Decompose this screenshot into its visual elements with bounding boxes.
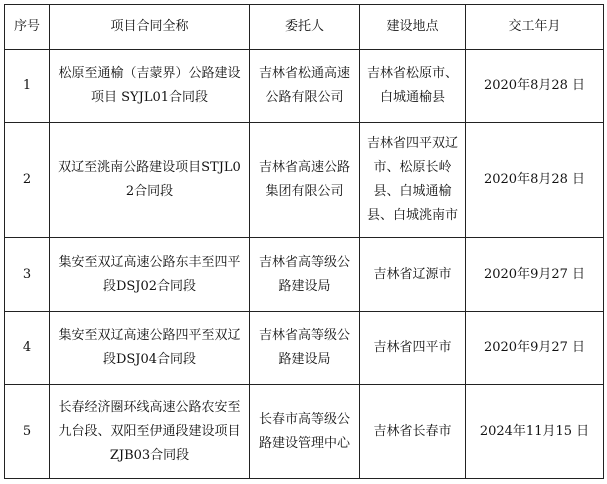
header-project-name: 项目合同全称 xyxy=(50,5,250,50)
cell-completion-date: 2020年8月28 日 xyxy=(466,123,604,238)
cell-no: 1 xyxy=(5,50,50,123)
cell-no: 2 xyxy=(5,123,50,238)
header-completion-date: 交工年月 xyxy=(466,5,604,50)
cell-client: 吉林省松通高速公路有限公司 xyxy=(250,50,360,123)
header-client: 委托人 xyxy=(250,5,360,50)
cell-client: 吉林省高速公路集团有限公司 xyxy=(250,123,360,238)
cell-project-name: 集安至双辽高速公路东丰至四平段DSJ02合同段 xyxy=(50,238,250,312)
table-row xyxy=(5,385,604,479)
cell-location: 吉林省长春市 xyxy=(360,385,466,479)
project-table xyxy=(4,4,604,479)
table-header xyxy=(5,5,604,50)
header-row xyxy=(5,5,604,50)
table-row xyxy=(5,312,604,385)
cell-client: 长春市高等级公路建设管理中心 xyxy=(250,385,360,479)
cell-no: 3 xyxy=(5,238,50,312)
cell-location: 吉林省松原市、白城通榆县 xyxy=(360,50,466,123)
cell-completion-date: 2020年9月27 日 xyxy=(466,312,604,385)
cell-no: 4 xyxy=(5,312,50,385)
cell-no: 5 xyxy=(5,385,50,479)
cell-project-name: 松原至通榆（吉蒙界）公路建设项目 SYJL01合同段 xyxy=(50,50,250,123)
cell-client: 吉林省高等级公路建设局 xyxy=(250,312,360,385)
cell-client: 吉林省高等级公路建设局 xyxy=(250,238,360,312)
header-no: 序号 xyxy=(5,5,50,50)
cell-project-name: 长春经济圈环线高速公路农安至九台段、双阳至伊通段建设项目ZJB03合同段 xyxy=(50,385,250,479)
cell-project-name: 双辽至洮南公路建设项目STJL02合同段 xyxy=(50,123,250,238)
cell-completion-date: 2020年8月28 日 xyxy=(466,50,604,123)
cell-location: 吉林省辽源市 xyxy=(360,238,466,312)
cell-completion-date: 2024年11月15 日 xyxy=(466,385,604,479)
table-row xyxy=(5,123,604,238)
table-body xyxy=(5,50,604,479)
cell-location: 吉林省四平市 xyxy=(360,312,466,385)
table-row xyxy=(5,238,604,312)
header-location: 建设地点 xyxy=(360,5,466,50)
cell-project-name: 集安至双辽高速公路四平至双辽段DSJ04合同段 xyxy=(50,312,250,385)
table-row xyxy=(5,50,604,123)
cell-completion-date: 2020年9月27 日 xyxy=(466,238,604,312)
cell-location: 吉林省四平双辽市、松原长岭县、白城通榆县、白城洮南市 xyxy=(360,123,466,238)
